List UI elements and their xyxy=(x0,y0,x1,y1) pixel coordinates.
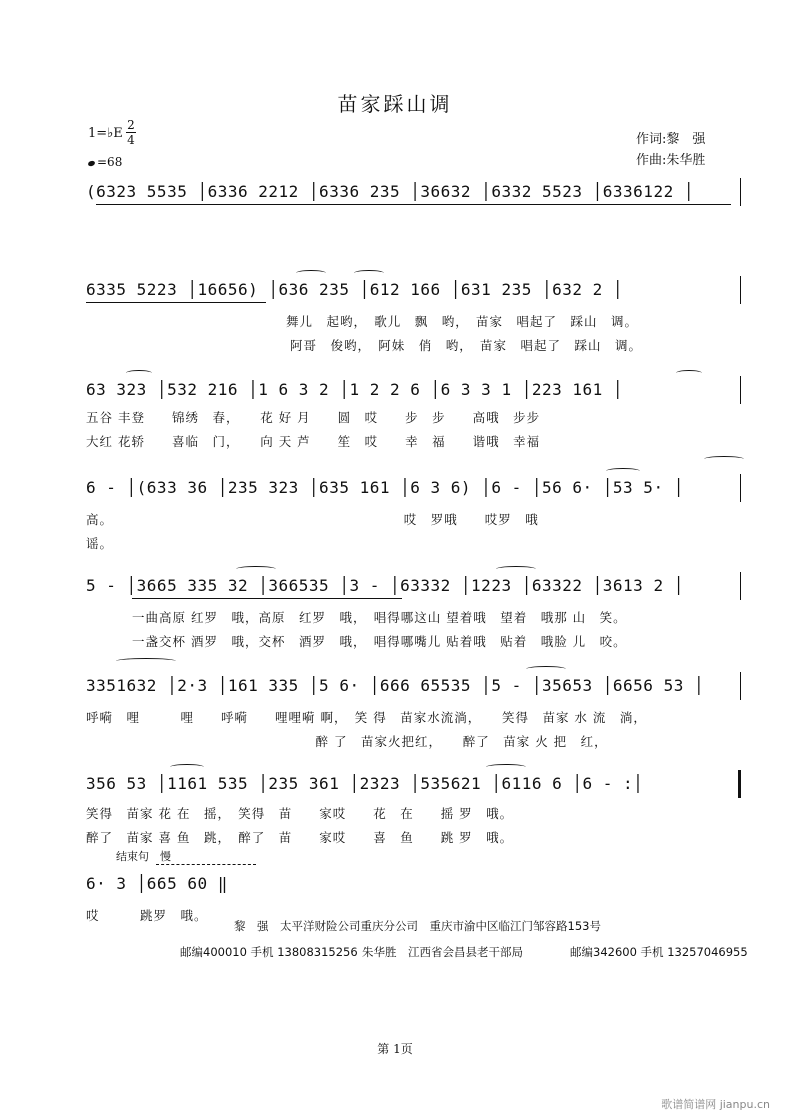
contact-line-1: 黎 强 太平洋财险公司重庆分公司 重庆市渝中区临江门邹容路153号 xyxy=(234,919,601,933)
lyrics-line-3-verse-1: 五谷 丰登 锦绣 春， 花 好 月 圆 哎 步 步 高哦 步步 xyxy=(86,410,541,425)
notes-line-1: (6323 5535 │6336 2212 │6336 235 │36632 │6332 5523 │6336122 │ xyxy=(86,182,694,201)
time-signature xyxy=(126,118,136,147)
lyrics-line-5-verse-2: 一盏交杯 酒罗 哦，交杯 酒罗 哦， 唱得哪嘴儿 贴着哦 贴着 哦脸 儿 咬。 xyxy=(132,634,627,649)
lyrics-line-3-verse-2: 大红 花轿 喜临 门， 向 天 芦 笙 哎 幸 福 谐哦 幸福 xyxy=(86,434,541,449)
repeat-end-barline xyxy=(738,770,741,798)
lyrics-line-2-verse-1: 舞儿 起哟， 歌儿 飘 哟， 苗家 唱起了 踩山 调。 xyxy=(286,314,639,329)
slur xyxy=(486,764,526,770)
line-end-barline xyxy=(740,376,741,404)
notes-line-8: 6· 3 │665 60 ‖ xyxy=(86,874,228,893)
line-end-barline xyxy=(740,276,741,304)
score-line-4 xyxy=(86,474,740,554)
quarter-note-icon xyxy=(87,160,95,167)
lyrics-line-7-verse-2: 醉了 苗家 喜 鱼 跳， 醉了 苗 家哎 喜 鱼 跳 罗 哦。 xyxy=(86,830,514,845)
lyrics-line-4-verse-2: 谣。 xyxy=(86,536,114,551)
line-end-barline xyxy=(740,178,741,206)
notes-line-2: 6335 5223 │16656) │636 235 │612 166 │631 235 │632 2 │ xyxy=(86,280,624,299)
slur xyxy=(354,270,384,276)
slur xyxy=(496,566,536,572)
slur xyxy=(126,370,152,376)
lyricist-credit: 作词:黎 强 xyxy=(636,132,706,147)
line-end-barline xyxy=(740,672,741,700)
lyrics-line-8-verse-1: 哎 跳罗 哦。 xyxy=(86,908,208,923)
beam-underline xyxy=(86,302,266,303)
notes-line-6: 3351632 │2·3 │161 335 │5 6· │666 65535 │5 - │35653 │6656 53 │ xyxy=(86,676,705,695)
line-end-barline xyxy=(740,474,741,502)
lyrics-line-7-verse-1: 笑得 苗家 花 在 摇， 笑得 苗 家哎 花 在 摇 罗 哦。 xyxy=(86,806,514,821)
slur xyxy=(606,468,640,474)
line-end-barline xyxy=(740,572,741,600)
beam-underline xyxy=(132,598,402,599)
tempo-marking xyxy=(88,155,122,169)
tempo-value: =68 xyxy=(97,155,123,169)
slur xyxy=(676,370,702,376)
slur xyxy=(170,764,204,770)
score-line-8 xyxy=(86,848,740,923)
slur xyxy=(526,666,566,672)
page-number: 第 1页 xyxy=(377,1042,413,1056)
slur xyxy=(704,456,744,462)
score-title: 苗家踩山调 xyxy=(337,92,453,116)
slur xyxy=(116,658,176,664)
notes-line-7: 356 53 │1161 535 │235 361 │2323 │535621 │6116 6 │6 - :│ xyxy=(86,774,644,793)
lyrics-line-6-verse-1: 呼嗬 哩 哩 呼嗬 哩哩嗬 啊， 笑 得 苗家水流淌， 笑得 苗家 水 流 淌， xyxy=(86,710,647,725)
ending-tempo-marking: 结束句 慢 xyxy=(116,850,171,863)
slur xyxy=(236,566,276,572)
key-signature: 1=♭E xyxy=(88,126,123,141)
lyrics-line-5-verse-1: 一曲高原 红罗 哦，高原 红罗 哦， 唱得哪这山 望着哦 望着 哦那 山 笑。 xyxy=(132,610,627,625)
contact-composer-postal: 邮编342600 手机 13257046955 xyxy=(570,945,748,959)
contact-composer: 朱华胜 江西省会昌县老干部局 xyxy=(362,945,523,959)
lyrics-line-2-verse-2: 阿哥 俊哟， 阿妹 俏 哟， 苗家 唱起了 踩山 调。 xyxy=(290,338,643,353)
score-line-6 xyxy=(86,672,740,752)
contact-lyricist-postal: 邮编400010 手机 13808315256 xyxy=(180,945,358,959)
notes-line-5: 5 - │3665 335 32 │366535 │3 - │63332 │1223 │63322 │3613 2 │ xyxy=(86,576,684,595)
site-watermark: 歌谱简谱网 jianpu.cn xyxy=(661,1098,770,1111)
score-line-3 xyxy=(86,376,740,456)
score-line-5 xyxy=(86,572,740,652)
score-line-7 xyxy=(86,770,740,850)
score-line-1 xyxy=(86,178,740,218)
lyrics-line-4-verse-1: 高。 哎 罗哦 哎罗 哦 xyxy=(86,512,539,527)
lyrics-line-6-verse-2: 醉 了 苗家火把红， 醉了 苗家 火 把 红， xyxy=(86,734,608,749)
notes-line-4: 6 - │(633 36 │235 323 │635 161 │6 3 6) │6 - │56 6· │53 5· │ xyxy=(86,478,684,497)
slur xyxy=(296,270,326,276)
dashed-extension xyxy=(156,864,256,866)
time-sig-bottom: 4 xyxy=(127,133,135,147)
score-line-2 xyxy=(86,276,740,356)
composer-credit: 作曲:朱华胜 xyxy=(636,153,706,168)
time-sig-top: 2 xyxy=(127,118,135,132)
beam-underline xyxy=(96,204,731,205)
notes-line-3: 63 323 │532 216 │1 6 3 2 │1 2 2 6 │6 3 3 1 │223 161 │ xyxy=(86,380,624,399)
